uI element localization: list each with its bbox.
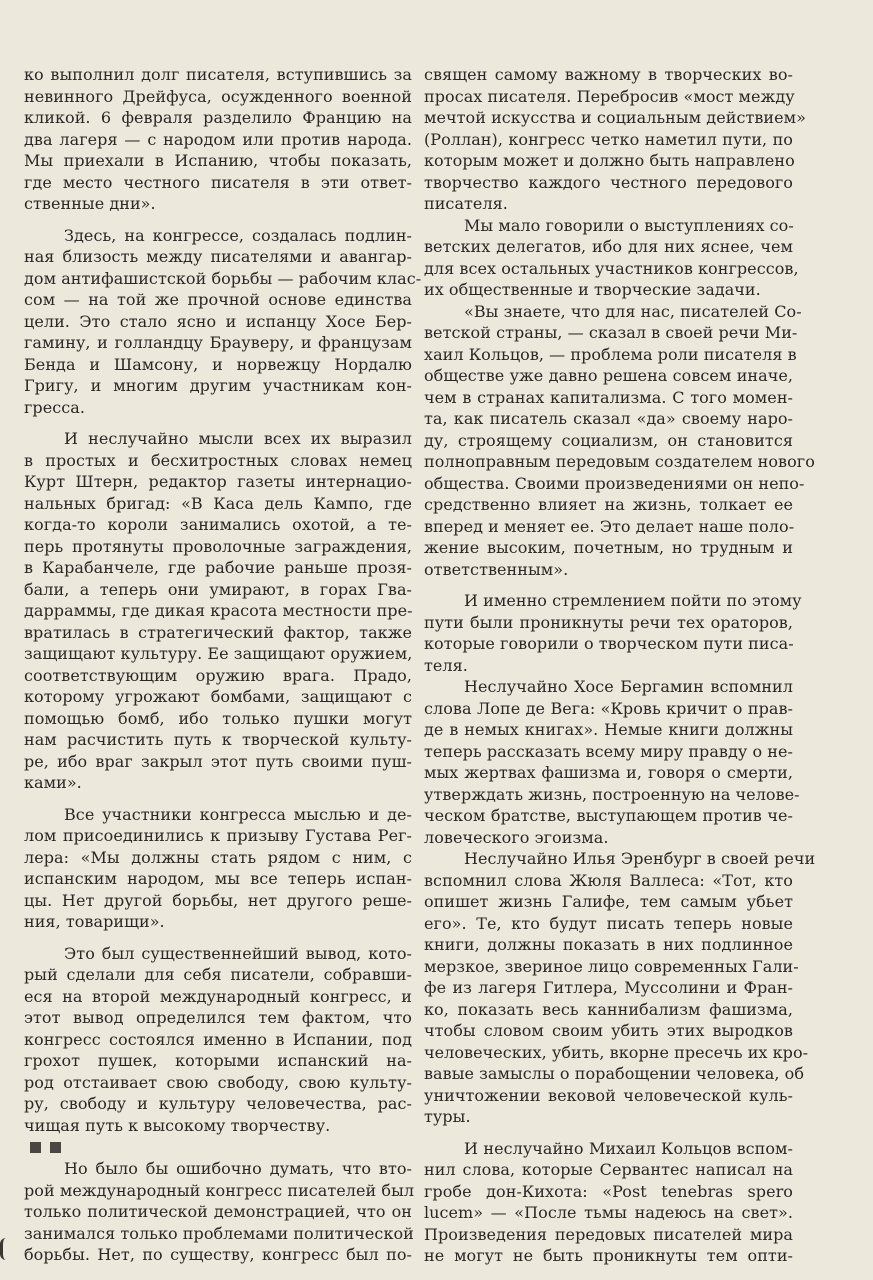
text-line: конгресс состоялся именно в Испании, под bbox=[24, 1029, 412, 1049]
text-line: грохот пушек, которыми испанский на- bbox=[24, 1051, 412, 1070]
text-line: Мы приехали в Испанию, чтобы показать, bbox=[24, 151, 412, 170]
text-line: Здесь, на конгрессе, создалась подлин- bbox=[64, 225, 412, 245]
text-line: фе из лагеря Гитлера, Муссолини и Фран- bbox=[424, 978, 793, 997]
text-line: «Вы знаете, что для нас, писателей Со- bbox=[464, 301, 802, 321]
text-line: ками». bbox=[24, 773, 82, 792]
text-line: помощью бомб, ибо только пушки могут bbox=[24, 708, 412, 728]
text-line: этот вывод определился тем фактом, что bbox=[24, 1008, 412, 1027]
text-line: дом антифашистской борьбы — рабочим клас- bbox=[24, 268, 422, 288]
left-text-column bbox=[24, 64, 422, 1266]
text-line: вавые замыслы о порабощении человека, об bbox=[424, 1064, 805, 1083]
text-line: нам расчистить путь к творческой культу- bbox=[24, 730, 412, 749]
text-line: род отстаивает свою свободу, свою культу- bbox=[24, 1072, 412, 1092]
text-line: человеческих, убить, вкорне пресечь их кро- bbox=[424, 1042, 809, 1062]
text-line: Но было бы ошибочно думать, что вто- bbox=[64, 1159, 412, 1178]
text-line: дарраммы, где дикая красота местности пре- bbox=[24, 601, 413, 620]
text-line: кликой. 6 февраля разделило Францию на bbox=[24, 108, 412, 127]
text-line: нил слова, которые Сервантес написал на bbox=[424, 1160, 793, 1179]
text-line: вперед и меняет ее. Это делает наше поло- bbox=[424, 516, 795, 536]
text-line: полноправным передовым создателем нового bbox=[424, 452, 815, 471]
text-line: творчество каждого честного передового bbox=[424, 172, 793, 192]
text-line: рой международный конгресс писателей был bbox=[24, 1180, 415, 1200]
text-line: слова Лопе де Вега: «Кровь кричит о прав- bbox=[424, 698, 793, 718]
text-line: теперь рассказать всему миру правду о не- bbox=[424, 741, 793, 761]
text-line: для всех остальных участников конгрессов, bbox=[424, 258, 799, 278]
text-line: гамину, и голландцу Брауверу, и французам bbox=[24, 333, 412, 352]
text-line: ко, показать весь каннибализм фашизма, bbox=[424, 999, 793, 1019]
text-line: вспомнил слова Жюля Валлеса: «Тот, кто bbox=[424, 870, 793, 890]
paragraph-gap bbox=[424, 1128, 793, 1138]
text-line: Мы мало говорили о выступлениях со- bbox=[464, 215, 794, 235]
text-line: которые говорили о творческом пути писа- bbox=[424, 634, 794, 653]
text-line: в Карабанчеле, где рабочие раньше прозя- bbox=[24, 558, 412, 577]
text-line: занимался только проблемами политической bbox=[24, 1223, 414, 1243]
text-line: Это был существеннейший вывод, кото- bbox=[64, 943, 412, 963]
text-line: де в немых книгах». Немые книги должны bbox=[424, 720, 793, 739]
text-line: ру, свободу и культуру человечества, рас- bbox=[24, 1094, 412, 1113]
text-line: цели. Это стало ясно и испанцу Хосе Бер- bbox=[24, 311, 412, 331]
text-line: Неслучайно Илья Эренбург в своей речи bbox=[464, 849, 816, 868]
text-line: не могут не быть проникнуты тем опти- bbox=[424, 1246, 793, 1265]
paragraph-gap bbox=[24, 215, 412, 225]
text-line: чем в странах капитализма. С того момен- bbox=[424, 387, 793, 407]
text-line: Неслучайно Хосе Бергамин вспомнил bbox=[464, 677, 793, 696]
text-line: в простых и бесхитростных словах немец bbox=[24, 450, 412, 470]
paragraph-gap bbox=[24, 933, 412, 943]
text-line: уничтожении вековой человеческой куль- bbox=[424, 1085, 793, 1105]
text-line: где место честного писателя в эти ответ- bbox=[24, 172, 412, 192]
text-line: еся на второй международный конгресс, и bbox=[24, 986, 412, 1006]
text-line: вратилась в стратегический фактор, также bbox=[24, 622, 412, 642]
text-line: Все участники конгресса мыслью и де- bbox=[64, 804, 412, 824]
text-line: его». Те, кто будут писать теперь новые bbox=[424, 913, 793, 933]
text-line: (Роллан), конгресс четко наметил пути, по bbox=[424, 129, 793, 149]
text-line: перь протянуты проволочные заграждения, bbox=[24, 536, 412, 556]
text-line: сом — на той же прочной основе единства bbox=[24, 290, 412, 309]
text-line: ду, строящему социализм, он становится bbox=[424, 430, 793, 450]
text-line: теля. bbox=[424, 655, 468, 675]
text-line: книги, должны показать в них подлинное bbox=[424, 935, 793, 954]
text-line: нальных бригад: «В Каса дель Кампо, где bbox=[24, 493, 412, 513]
text-line: ко выполнил долг писателя, вступившись за bbox=[24, 65, 412, 84]
text-line: мерзкое, звериное лицо современных Гали- bbox=[424, 956, 799, 976]
text-line: соответствующим оружию врага. Прадо, bbox=[24, 665, 412, 685]
page-edge-mark bbox=[0, 1238, 12, 1260]
text-line: та, как писатель сказал «да» своему наро- bbox=[424, 409, 793, 428]
text-line: которым может и должно быть направлено bbox=[424, 151, 795, 170]
text-line: гробе дон-Кихота: «Post tenebras spero bbox=[424, 1181, 793, 1201]
text-line: ния, товарищи». bbox=[24, 912, 165, 931]
text-line: ветской страны, — сказал в своей речи Ми- bbox=[424, 323, 798, 342]
text-line: ре, ибо враг закрыл этот путь своими пуш- bbox=[24, 751, 412, 771]
text-line: испанским народом, мы все теперь испан- bbox=[24, 869, 412, 888]
paragraph-gap bbox=[424, 580, 793, 590]
text-line: общества. Своими произведениями он непо- bbox=[424, 473, 805, 493]
text-line: Бенда и Шамсону, и норвежцу Нордалю bbox=[24, 354, 412, 374]
text-line: пути были проникнуты речи тех ораторов, bbox=[424, 612, 793, 632]
text-line: писателя. bbox=[424, 194, 508, 213]
text-line: хаил Кольцов, — проблема роли писателя в bbox=[424, 344, 797, 364]
text-line: Произведения передовых писателей мира bbox=[424, 1224, 793, 1244]
text-line: утверждать жизнь, построенную на челове- bbox=[424, 784, 800, 804]
text-line: мых жертвах фашизма и, говоря о смерти, bbox=[424, 763, 793, 782]
text-line: которому угрожают бомбами, защищают с bbox=[24, 687, 412, 706]
text-line: ственные дни». bbox=[24, 194, 156, 213]
text-line: два лагеря — с народом или против народа. bbox=[24, 129, 412, 149]
text-line: Григу, и многим другим участникам кон- bbox=[24, 376, 412, 395]
text-line: обществе уже давно решена совсем иначе, bbox=[424, 366, 793, 385]
text-line: лера: «Мы должны стать рядом с ним, с bbox=[24, 847, 412, 867]
text-line: цы. Нет другой борьбы, нет другого реше- bbox=[24, 890, 412, 910]
text-line: средственно влияет на жизнь, толкает ее bbox=[424, 495, 793, 514]
text-line: ответственным». bbox=[424, 559, 569, 579]
text-line: жение высоким, почетным, но трудным и bbox=[424, 538, 793, 557]
text-line: ветских делегатов, ибо для них яснее, чем bbox=[424, 237, 793, 256]
paragraph-gap bbox=[24, 418, 412, 428]
text-line: Курт Штерн, редактор газеты интернацио- bbox=[24, 472, 412, 491]
text-line: ная близость между писателями и авангар- bbox=[24, 247, 412, 266]
text-line: борьбы. Нет, по существу, конгресс был по- bbox=[24, 1245, 412, 1264]
text-line: ческом братстве, выступающем против че- bbox=[424, 806, 793, 825]
text-line: опишет жизнь Галифе, тем самым убьет bbox=[424, 892, 793, 911]
text-line: чищая путь к высокому творчеству. bbox=[24, 1115, 331, 1135]
right-text-column bbox=[424, 64, 816, 1267]
text-line: чтобы словом своим убить этих выродков bbox=[424, 1021, 793, 1040]
section-separator-ornament bbox=[24, 1136, 412, 1158]
text-line: гресса. bbox=[24, 397, 85, 417]
text-line: защищают культуру. Ее защищают оружием, bbox=[24, 644, 413, 663]
paragraph-gap bbox=[24, 794, 412, 804]
text-line: туры. bbox=[424, 1107, 471, 1126]
text-line: И неслучайно мысли всех их выразил bbox=[64, 429, 412, 448]
text-line: И неслучайно Михаил Кольцов вспом- bbox=[464, 1138, 793, 1158]
text-line: рый сделали для себя писатели, собравши- bbox=[24, 965, 412, 984]
text-line: лом присоединились к призыву Густава Рег- bbox=[24, 826, 412, 845]
text-line: бали, а теперь они умирают, в горах Гва- bbox=[24, 579, 412, 599]
text-line: невинного Дрейфуса, осужденного военной bbox=[24, 86, 412, 106]
text-line: мечтой искусства и социальным действием» bbox=[424, 108, 806, 127]
text-line: только политической демонстрацией, что он bbox=[24, 1202, 412, 1221]
text-line: священ самому важному в творческих во- bbox=[424, 65, 793, 84]
text-line: когда-то короли занимались охотой, а те- bbox=[24, 515, 412, 534]
text-line: просах писателя. Перебросив «мост между bbox=[424, 86, 795, 106]
text-line: И именно стремлением пойти по этому bbox=[464, 591, 802, 610]
text-line: ловеческого эгоизма. bbox=[424, 827, 609, 847]
text-line: lucem» — «После тьмы надеюсь на свет». bbox=[424, 1203, 793, 1222]
text-line: их общественные и творческие задачи. bbox=[424, 280, 761, 299]
